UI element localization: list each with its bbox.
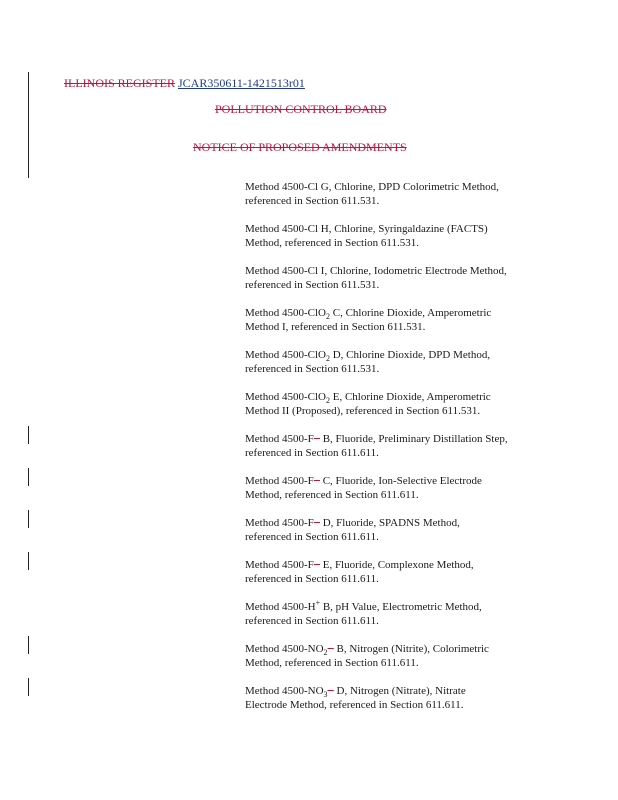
method-entry [245,348,545,390]
method-text-post: E, Fluoride, Complexone Method, [319,559,474,571]
method-text-pre: Method 4500-F [245,517,314,529]
method-text-pre: Method 4500-NO [245,643,324,655]
method-entry [245,684,545,726]
method-text-line2: Method II (Proposed), referenced in Section 611.531. [245,405,481,417]
method-entry [245,558,545,600]
method-text-pre: Method 4500-F [245,475,314,487]
change-bar-nitrite [28,636,29,654]
method-text-pre: Method 4500-Cl G, Chlorine, DPD Colorimetric Method, [245,181,499,193]
method-text-line2: Electrode Method, referenced in Section 611.611. [245,699,464,711]
method-text-post: C, Chlorine Dioxide, Amperometric [329,307,492,319]
method-text-post: B, Nitrogen (Nitrite), Colorimetric [333,643,489,655]
method-entry [245,516,545,558]
method-text-line2: Method, referenced in Section 611.611. [245,657,419,669]
method-text-mark: − [313,517,320,529]
method-text-line2: referenced in Section 611.531. [245,363,380,375]
method-entry [245,180,545,222]
method-text-post: E, Chlorine Dioxide, Amperometric [329,391,491,403]
method-entry [245,306,545,348]
method-entry [245,390,545,432]
method-entry [245,600,545,642]
method-text-pre: Method 4500-ClO [245,349,326,361]
method-text-post: D, Nitrogen (Nitrate), Nitrate [333,685,466,697]
method-text-post: D, Chlorine Dioxide, DPD Method, [329,349,491,361]
method-text-line2: referenced in Section 611.531. [245,279,380,291]
change-bar-nitrate [28,678,29,696]
method-text-post: C, Fluoride, Ion-Selective Electrode [319,475,482,487]
method-text-line2: Method, referenced in Section 611.531. [245,237,420,249]
register-inserted-text: JCAR350611-1421513r01 [178,76,305,90]
change-bar-fluoride-d [28,510,29,528]
method-text-pre: Method 4500-F [245,433,314,445]
method-text-post: B, Fluoride, Preliminary Distillation Step, [319,433,508,445]
method-text-line2: referenced in Section 611.611. [245,531,379,543]
change-bar-fluoride-c [28,468,29,486]
method-text-sub: 3 [323,690,328,700]
change-bar-header [28,72,29,178]
method-text-pre: Method 4500-H [245,601,316,613]
method-text-mark: − [327,685,334,697]
method-text-pre: Method 4500-ClO [245,391,326,403]
method-text-mark: − [327,643,334,655]
notice-title: NOTICE OF PROPOSED AMENDMENTS [193,140,407,154]
method-text-sub: 2 [325,396,330,406]
method-text-post: D, Fluoride, SPADNS Method, [319,517,460,529]
method-text-line2: referenced in Section 611.611. [245,573,379,585]
method-text-sub: 2 [323,648,328,658]
method-list [245,180,545,726]
method-text-line2: referenced in Section 611.611. [245,447,379,459]
method-text-post: B, pH Value, Electrometric Method, [320,601,482,613]
method-text-line2: Method, referenced in Section 611.611. [245,489,419,501]
change-bar-fluoride-b [28,426,29,444]
method-entry [245,432,545,474]
method-entry [245,264,545,306]
method-entry [245,474,545,516]
method-entry [245,642,545,684]
method-text-pre: Method 4500-NO [245,685,324,697]
method-text-sub: 2 [325,312,330,322]
method-text-line2: referenced in Section 611.531. [245,195,380,207]
method-text-mark: − [313,475,320,487]
change-bar-fluoride-e [28,552,29,570]
register-deleted-text: ILLINOIS REGISTER [64,76,175,90]
method-text-pre: Method 4500-Cl H, Chlorine, Syringaldazine (FACTS) [245,223,488,235]
register-header [64,76,305,91]
method-text-line2: referenced in Section 611.611. [245,615,379,627]
method-text-mark: − [313,559,320,571]
method-text-mark: − [313,433,320,445]
method-text-pre: Method 4500-Cl I, Chlorine, Iodometric Electrode Method, [245,265,507,277]
method-text-sub: 2 [325,354,330,364]
board-title: POLLUTION CONTROL BOARD [215,102,387,116]
method-text-pre: Method 4500-ClO [245,307,326,319]
method-text-sup: + [315,598,321,608]
method-text-line2: Method I, referenced in Section 611.531. [245,321,426,333]
method-entry [245,222,545,264]
method-text-pre: Method 4500-F [245,559,314,571]
